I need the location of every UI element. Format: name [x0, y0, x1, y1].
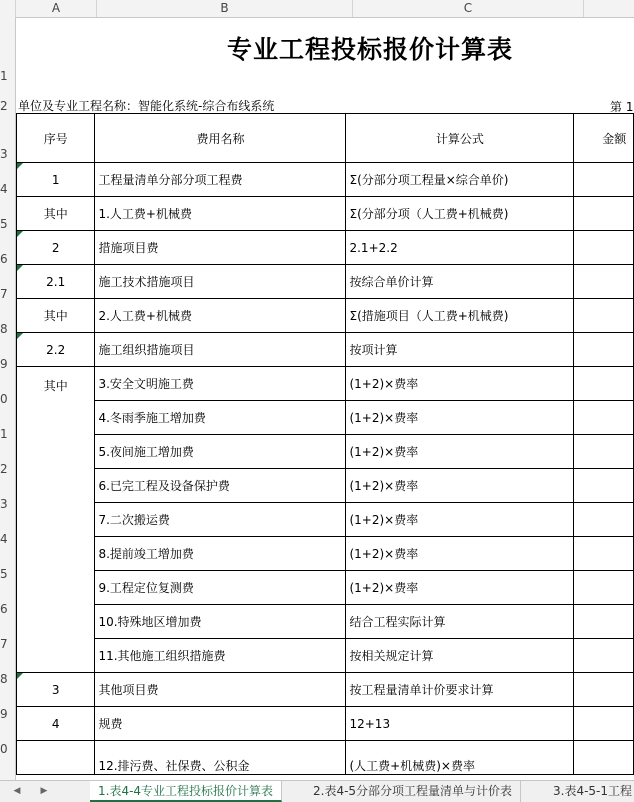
- amount-cell[interactable]: [574, 707, 634, 741]
- amount-cell[interactable]: [574, 639, 634, 673]
- amount-cell[interactable]: [574, 265, 634, 299]
- header-fee-name[interactable]: 费用名称: [95, 114, 346, 163]
- amount-cell[interactable]: [574, 299, 634, 333]
- formula-cell[interactable]: 2.1+2.2: [346, 231, 574, 265]
- formula-cell[interactable]: 按工程量清单计价要求计算: [346, 673, 574, 707]
- header-amount[interactable]: 金额: [574, 114, 634, 163]
- fee-name-cell[interactable]: 10.特殊地区增加费: [95, 605, 346, 639]
- seq-text: 3: [51, 682, 60, 697]
- fee-name-cell[interactable]: 施工组织措施项目: [95, 333, 346, 367]
- row-header[interactable]: 5: [0, 567, 8, 581]
- sheet-tab-2[interactable]: 2.表4-5分部分项工程量清单与计价表: [305, 781, 521, 802]
- row-header[interactable]: 5: [0, 217, 8, 231]
- row-header[interactable]: 8: [0, 672, 8, 686]
- sheet-tab-1[interactable]: 1.表4-4专业工程投标报价计算表: [90, 781, 282, 802]
- quotation-table: [16, 113, 634, 775]
- seq-cell-merged[interactable]: 其中: [17, 367, 95, 673]
- fee-name-cell[interactable]: 8.提前竣工增加费: [95, 537, 346, 571]
- fee-name-cell[interactable]: 工程量清单分部分项工程费: [95, 163, 346, 197]
- seq-cell[interactable]: [17, 333, 95, 367]
- fee-name-cell[interactable]: 施工技术措施项目: [95, 265, 346, 299]
- row-header[interactable]: 3: [0, 497, 8, 511]
- table-row: [17, 435, 634, 469]
- row-header[interactable]: 1: [0, 427, 8, 441]
- header-row: [17, 114, 634, 163]
- column-header-a[interactable]: A: [16, 0, 97, 17]
- formula-cell[interactable]: Σ(分部分项工程量×综合单价): [346, 163, 574, 197]
- fee-name-cell[interactable]: 9.工程定位复测费: [95, 571, 346, 605]
- fee-name-cell[interactable]: 1.人工费+机械费: [95, 197, 346, 231]
- header-formula[interactable]: 计算公式: [346, 114, 574, 163]
- green-triangle-marker: [17, 673, 23, 679]
- table-row: [17, 163, 634, 197]
- green-triangle-marker: [17, 231, 23, 237]
- fee-name-cell[interactable]: 11.其他施工组织措施费: [95, 639, 346, 673]
- sheet-tab-bar: [0, 780, 634, 802]
- seq-text: 2: [51, 240, 60, 255]
- seq-text: 1: [51, 172, 60, 187]
- fee-name-cell[interactable]: 12.排污费、社保费、公积金: [95, 741, 346, 775]
- table-row: [17, 367, 634, 401]
- table-row: [17, 673, 634, 707]
- row-header[interactable]: 0: [0, 742, 8, 756]
- table-row: [17, 265, 634, 299]
- formula-cell[interactable]: Σ(措施项目（人工费+机械费): [346, 299, 574, 333]
- amount-cell[interactable]: [574, 741, 634, 775]
- table-row: [17, 741, 634, 775]
- fee-name-cell[interactable]: 2.人工费+机械费: [95, 299, 346, 333]
- seq-cell[interactable]: [17, 231, 95, 265]
- formula-cell[interactable]: 按相关规定计算: [346, 639, 574, 673]
- amount-cell[interactable]: [574, 673, 634, 707]
- row-headers: [0, 17, 16, 780]
- unit-project-name: 单位及专业工程名称：智能化系统-综合布线系统: [18, 99, 275, 113]
- table-row: [17, 707, 634, 741]
- row-header[interactable]: 2: [0, 462, 8, 476]
- row-header[interactable]: 4: [0, 182, 8, 196]
- amount-cell[interactable]: [574, 503, 634, 537]
- amount-cell[interactable]: [574, 537, 634, 571]
- table-row: [17, 537, 634, 571]
- formula-cell[interactable]: (1+2)×费率: [346, 537, 574, 571]
- triangle-right-icon[interactable]: ▶: [40, 786, 48, 796]
- column-header-b[interactable]: B: [97, 0, 353, 17]
- triangle-left-icon[interactable]: ◀: [13, 786, 21, 796]
- fee-name-cell[interactable]: 4.冬雨季施工增加费: [95, 401, 346, 435]
- seq-cell[interactable]: 4: [17, 707, 95, 741]
- formula-cell[interactable]: (1+2)×费率: [346, 503, 574, 537]
- formula-cell[interactable]: 按项计算: [346, 333, 574, 367]
- formula-cell[interactable]: 按综合单价计算: [346, 265, 574, 299]
- seq-cell[interactable]: [17, 673, 95, 707]
- table-row: [17, 333, 634, 367]
- green-triangle-marker: [17, 265, 23, 271]
- amount-cell[interactable]: [574, 197, 634, 231]
- page-number: 第 1: [610, 100, 634, 114]
- row-header[interactable]: 1: [0, 69, 8, 83]
- sheet-tab-3[interactable]: 3.表4-5-1工程: [545, 781, 634, 802]
- row-header[interactable]: 8: [0, 322, 8, 336]
- amount-cell[interactable]: [574, 605, 634, 639]
- table-row: [17, 571, 634, 605]
- formula-cell[interactable]: (1+2)×费率: [346, 435, 574, 469]
- seq-cell[interactable]: 其中: [17, 299, 95, 333]
- amount-cell[interactable]: [574, 401, 634, 435]
- seq-cell[interactable]: [17, 265, 95, 299]
- amount-cell[interactable]: [574, 435, 634, 469]
- formula-cell[interactable]: (人工费+机械费)×费率: [346, 741, 574, 775]
- fee-name-cell[interactable]: 6.已完工程及设备保护费: [95, 469, 346, 503]
- table-row: [17, 299, 634, 333]
- seq-text: 2.1: [46, 274, 66, 289]
- seq-cell[interactable]: 其中: [17, 197, 95, 231]
- formula-cell[interactable]: Σ(分部分项（人工费+机械费): [346, 197, 574, 231]
- amount-cell[interactable]: [574, 163, 634, 197]
- amount-cell[interactable]: [574, 469, 634, 503]
- formula-cell[interactable]: (1+2)×费率: [346, 469, 574, 503]
- table-row: [17, 469, 634, 503]
- formula-cell[interactable]: (1+2)×费率: [346, 401, 574, 435]
- fee-name-cell[interactable]: 3.安全文明施工费: [95, 367, 346, 401]
- row-header[interactable]: 7: [0, 637, 8, 651]
- amount-cell[interactable]: [574, 571, 634, 605]
- table-row: [17, 231, 634, 265]
- row-header[interactable]: 9: [0, 707, 8, 721]
- formula-cell[interactable]: 结合工程实际计算: [346, 605, 574, 639]
- fee-name-cell[interactable]: 措施项目费: [95, 231, 346, 265]
- formula-cell[interactable]: (1+2)×费率: [346, 571, 574, 605]
- table-row: [17, 401, 634, 435]
- header-seq[interactable]: 序号: [17, 114, 95, 163]
- amount-cell[interactable]: [574, 367, 634, 401]
- fee-name-cell[interactable]: 规费: [95, 707, 346, 741]
- column-header-c[interactable]: C: [353, 0, 584, 17]
- amount-cell[interactable]: [574, 231, 634, 265]
- amount-cell[interactable]: [574, 333, 634, 367]
- seq-text: 2.2: [46, 342, 66, 357]
- green-triangle-marker: [17, 163, 23, 169]
- row-header[interactable]: 9: [0, 357, 8, 371]
- row-header[interactable]: 6: [0, 602, 8, 616]
- formula-cell[interactable]: 12+13: [346, 707, 574, 741]
- seq-cell[interactable]: [17, 163, 95, 197]
- row-header[interactable]: 7: [0, 287, 8, 301]
- table-row: [17, 197, 634, 231]
- fee-name-cell[interactable]: 7.二次搬运费: [95, 503, 346, 537]
- row-header[interactable]: 2: [0, 99, 8, 113]
- table-row: [17, 605, 634, 639]
- green-triangle-marker: [17, 333, 23, 339]
- table-row: [17, 639, 634, 673]
- fee-name-cell[interactable]: 其他项目费: [95, 673, 346, 707]
- sheet-title: 专业工程投标报价计算表: [226, 35, 513, 64]
- row-header[interactable]: 3: [0, 147, 8, 161]
- table-row: [17, 503, 634, 537]
- row-header[interactable]: 0: [0, 392, 8, 406]
- formula-cell[interactable]: (1+2)×费率: [346, 367, 574, 401]
- select-all-corner[interactable]: [0, 0, 16, 17]
- row-header[interactable]: 6: [0, 252, 8, 266]
- seq-cell[interactable]: [17, 741, 95, 775]
- column-header-d[interactable]: [584, 0, 634, 17]
- column-headers: [0, 0, 634, 18]
- fee-name-cell[interactable]: 5.夜间施工增加费: [95, 435, 346, 469]
- row-header[interactable]: 4: [0, 532, 8, 546]
